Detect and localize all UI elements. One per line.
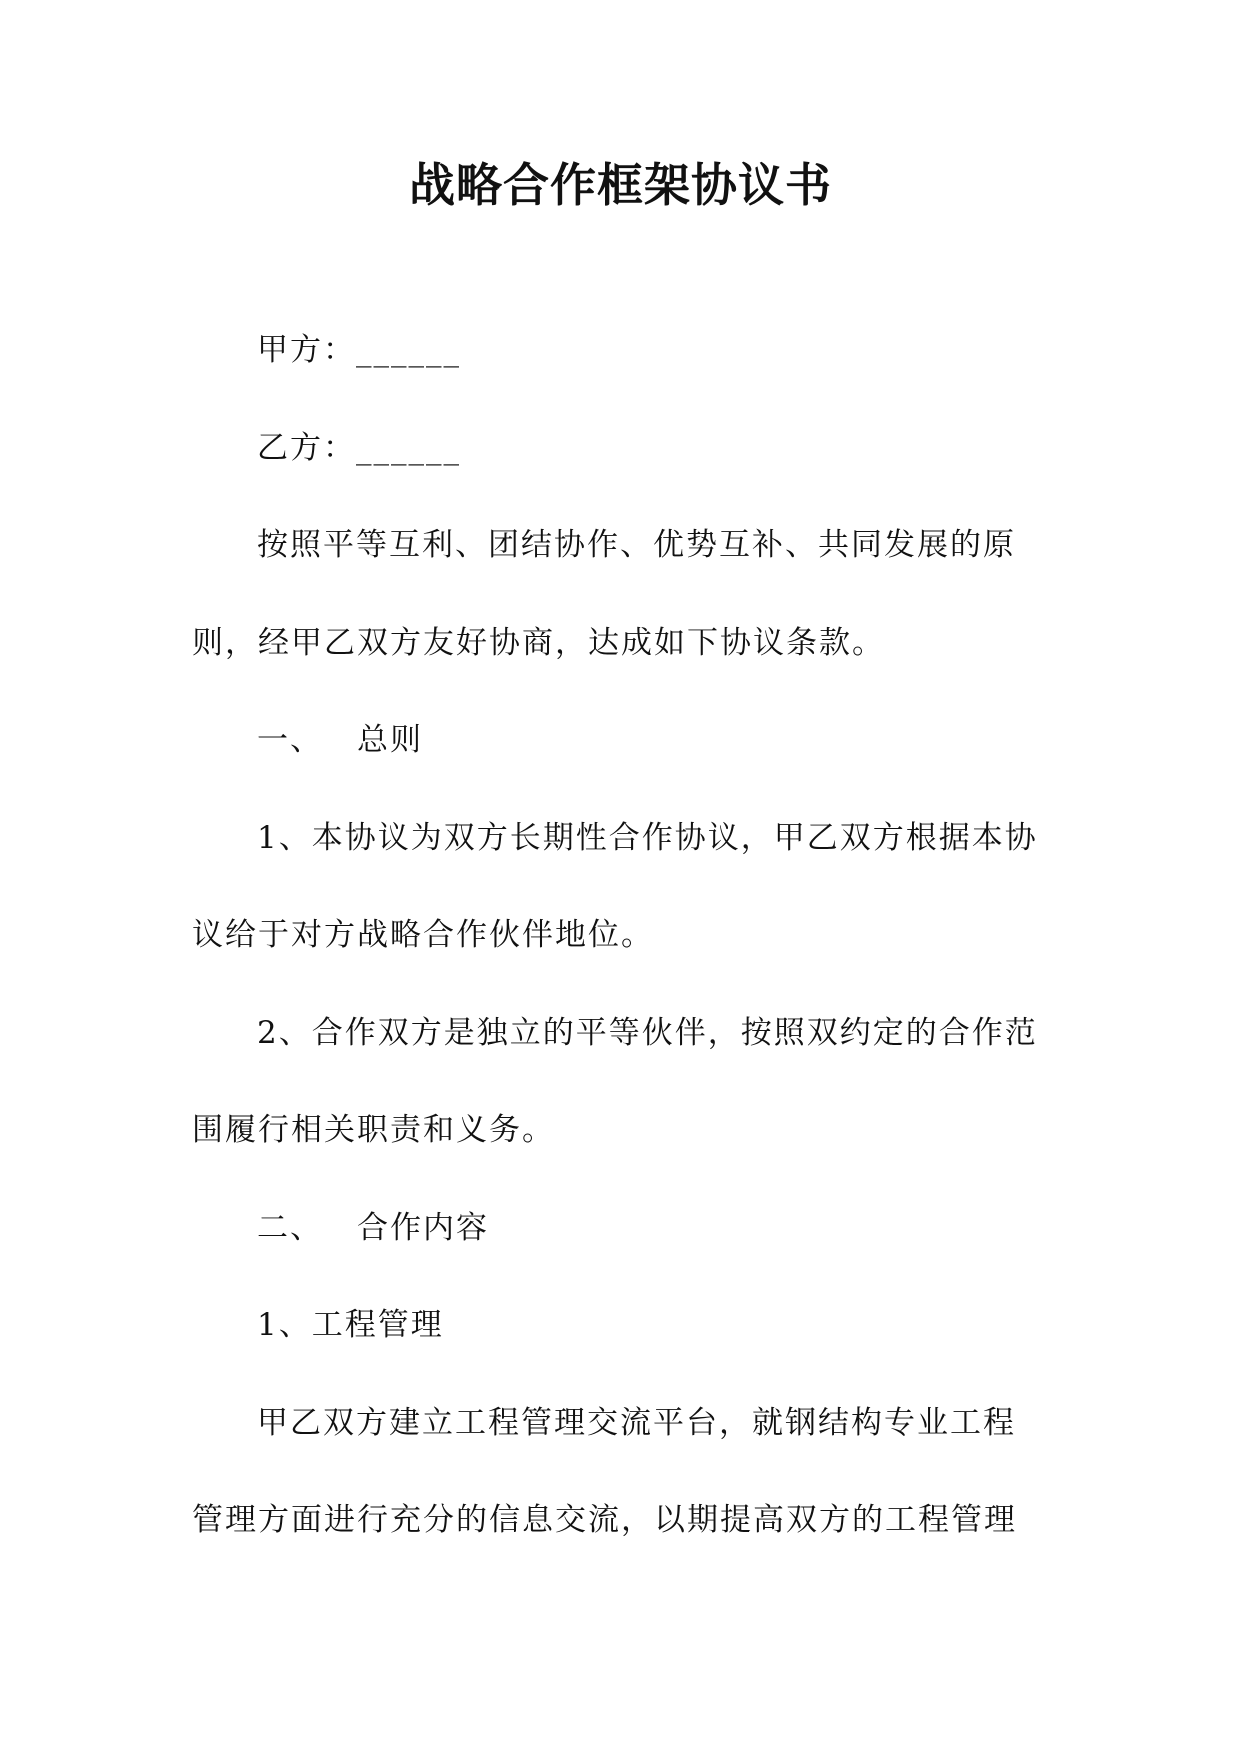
document-body — [192, 302, 1054, 1570]
section-heading — [192, 692, 1054, 790]
section-number: 二、 — [257, 1209, 323, 1246]
section-title: 总则 — [357, 722, 423, 758]
paragraph-line: 议给于对方战略合作伙伴地位。 — [192, 917, 654, 953]
subsection-heading: 1、工程管理 — [257, 1307, 444, 1343]
party-a-line: 甲方：______ — [257, 332, 461, 368]
document-title: 战略合作框架协议书 — [409, 158, 832, 212]
section-heading — [192, 1180, 1054, 1278]
paragraph-line: 则，经甲乙双方友好协商，达成如下协议条款。 — [192, 624, 885, 661]
party-b-line: 乙方：______ — [257, 429, 461, 466]
section-number: 一、 — [257, 722, 323, 758]
paragraph-line: 甲乙双方建立工程管理交流平台，就钢结构专业工程 — [257, 1404, 1016, 1441]
paragraph-line: 按照平等互利、团结协作、优势互补、共同发展的原 — [257, 527, 1016, 563]
paragraph-line: 1、本协议为双方长期性合作协议，甲乙双方根据本协 — [257, 819, 1038, 856]
paragraph-line: 围履行相关职责和义务。 — [192, 1112, 555, 1148]
paragraph-line: 管理方面进行充分的信息交流，以期提高双方的工程管理 — [192, 1502, 1017, 1538]
section-title: 合作内容 — [357, 1209, 489, 1246]
paragraph-line: 2、合作双方是独立的平等伙伴，按照双约定的合作范 — [257, 1014, 1038, 1051]
